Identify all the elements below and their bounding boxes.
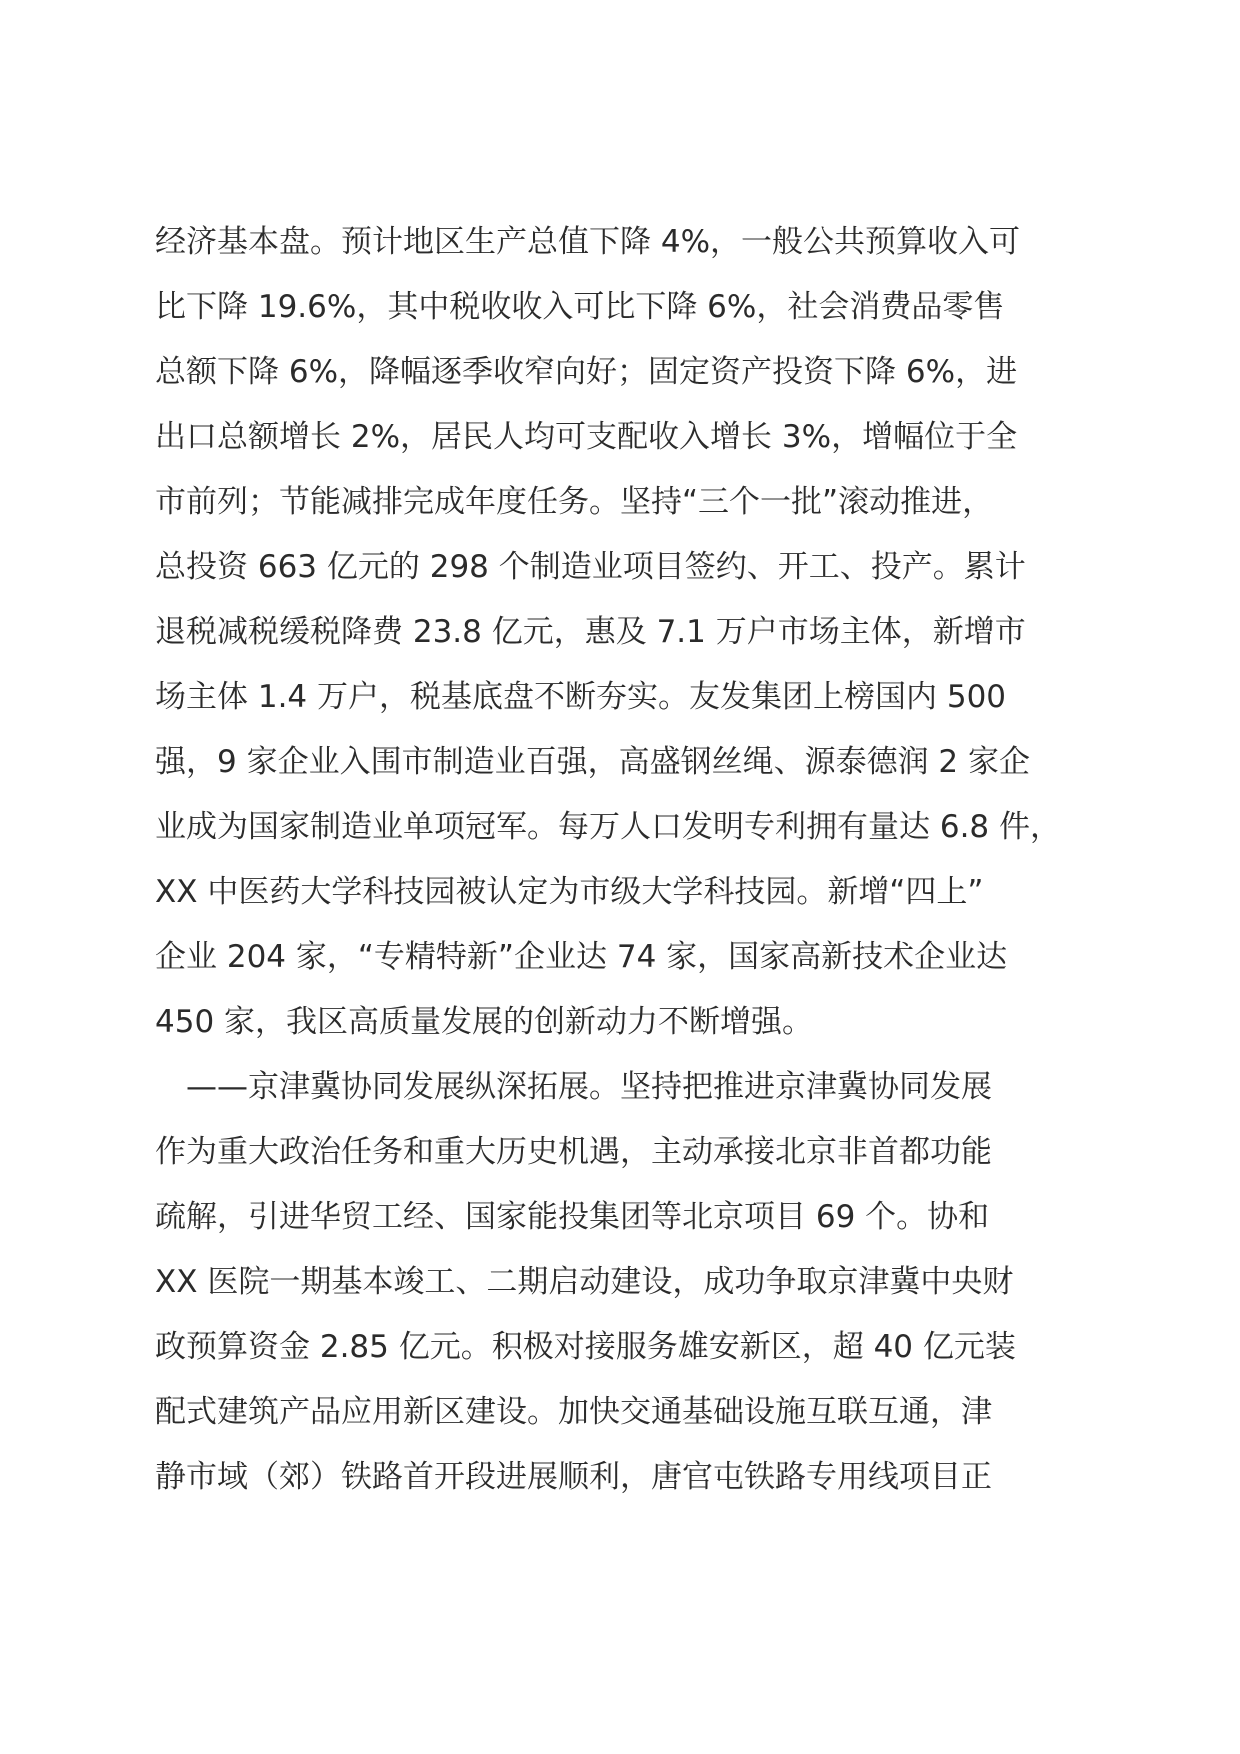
text-line: 总额下降 6%，降幅逐季收窄向好；固定资产投资下降 6%，进 bbox=[155, 354, 1018, 390]
text-line: 经济基本盘。预计地区生产总值下降 4%，一般公共预算收入可 bbox=[155, 224, 1021, 260]
text-line: 配式建筑产品应用新区建设。加快交通基础设施互联互通，津 bbox=[155, 1394, 992, 1430]
text-line: 作为重大政治任务和重大历史机遇，主动承接北京非首都功能 bbox=[155, 1134, 992, 1170]
text-line: 场主体 1.4 万户，税基底盘不断夯实。友发集团上榜国内 500 bbox=[155, 679, 1007, 715]
body-text bbox=[155, 210, 1115, 1510]
text-line: 静市域（郊）铁路首开段进展顺利，唐官屯铁路专用线项目正 bbox=[155, 1459, 992, 1495]
text-line: 总投资 663 亿元的 298 个制造业项目签约、开工、投产。累计 bbox=[155, 549, 1026, 585]
text-line: 强，9 家企业入围市制造业百强，高盛钢丝绳、源泰德润 2 家企 bbox=[155, 744, 1031, 780]
text-line: 市前列；节能减排完成年度任务。坚持“三个一批”滚动推进， bbox=[155, 484, 994, 520]
text-line: XX 医院一期基本竣工、二期启动建设，成功争取京津冀中央财 bbox=[155, 1264, 1014, 1300]
text-line: XX 中医药大学科技园被认定为市级大学科技园。新增“四上” bbox=[155, 874, 984, 910]
text-line: 退税减税缓税降费 23.8 亿元，惠及 7.1 万户市场主体，新增市 bbox=[155, 614, 1026, 650]
text-line: 业成为国家制造业单项冠军。每万人口发明专利拥有量达 6.8 件， bbox=[155, 809, 1062, 845]
text-line: 疏解，引进华贸工经、国家能投集团等北京项目 69 个。协和 bbox=[155, 1199, 990, 1235]
text-line: 政预算资金 2.85 亿元。积极对接服务雄安新区，超 40 亿元装 bbox=[155, 1329, 1016, 1365]
text-line: 出口总额增长 2%，居民人均可支配收入增长 3%，增幅位于全 bbox=[155, 419, 1018, 455]
paragraph-start-line: ——京津冀协同发展纵深拓展。坚持把推进京津冀协同发展 bbox=[186, 1069, 992, 1105]
text-line: 比下降 19.6%，其中税收收入可比下降 6%，社会消费品零售 bbox=[155, 289, 1005, 325]
text-line: 450 家，我区高质量发展的创新动力不断增强。 bbox=[155, 1004, 814, 1040]
text-line: 企业 204 家，“专精特新”企业达 74 家，国家高新技术企业达 bbox=[155, 939, 1008, 975]
